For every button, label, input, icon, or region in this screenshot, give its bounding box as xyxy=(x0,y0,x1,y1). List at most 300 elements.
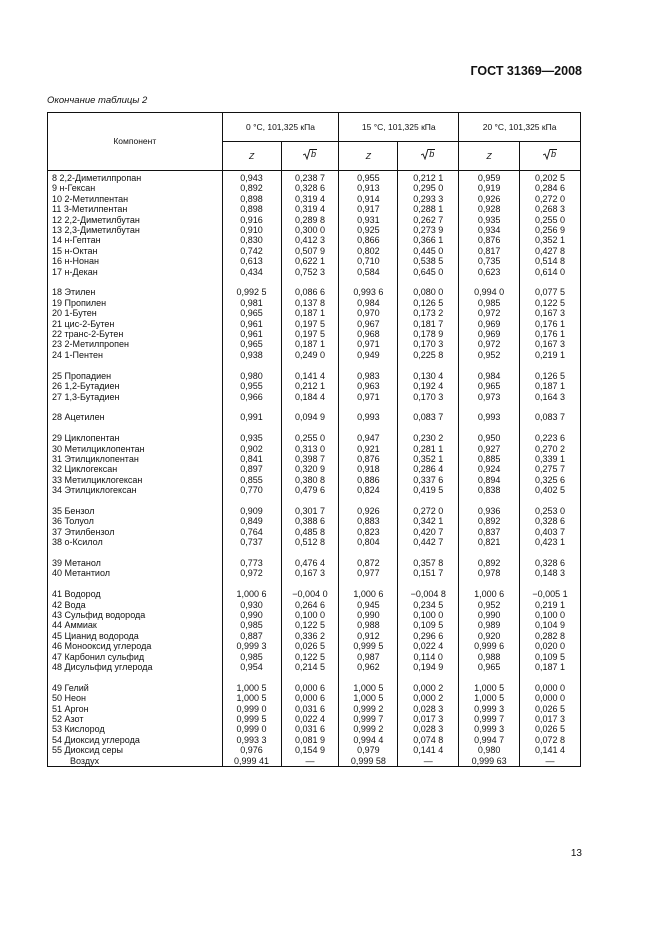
component-name: 37 Этилбензол xyxy=(48,527,223,537)
z-value: 0,979 xyxy=(339,745,398,755)
sqrt-b-value: 0,293 3 xyxy=(398,194,459,204)
z-value: 0,999 3 xyxy=(459,704,520,714)
z-value: 0,955 xyxy=(222,381,281,391)
z-value: 0,971 xyxy=(339,392,398,402)
z-value: 1,000 5 xyxy=(459,683,520,693)
sqrt-b-value: 0,187 1 xyxy=(520,381,581,391)
spacer-row xyxy=(48,360,581,370)
sqrt-b-value: 0,141 4 xyxy=(398,745,459,755)
sqrt-b-value: 0,028 3 xyxy=(398,724,459,734)
sqrt-b-column-header xyxy=(520,142,581,171)
component-name: 42 Вода xyxy=(48,600,223,610)
sqrt-b-value: 0,352 1 xyxy=(398,454,459,464)
component-name: 53 Кислород xyxy=(48,724,223,734)
z-value: 0,926 xyxy=(339,506,398,516)
sqrt-b-value: 0,445 0 xyxy=(398,246,459,256)
sqrt-b-value: 0,000 2 xyxy=(398,683,459,693)
sqrt-b-label: b xyxy=(429,149,435,160)
table-row xyxy=(48,745,581,755)
component-name: 23 2-Метилпропен xyxy=(48,339,223,349)
table-row xyxy=(48,454,581,464)
z-value: 1,000 5 xyxy=(459,693,520,703)
component-name: 22 транс-2-Бутен xyxy=(48,329,223,339)
sqrt-b-value: 0,352 1 xyxy=(520,235,581,245)
z-value: 0,897 xyxy=(222,464,281,474)
z-value: 0,918 xyxy=(339,464,398,474)
sqrt-b-value: 0,264 6 xyxy=(281,600,339,610)
compressibility-table xyxy=(47,112,581,767)
z-value: 0,802 xyxy=(339,246,398,256)
component-name: 25 Пропадиен xyxy=(48,371,223,381)
sqrt-b-value: 0,255 0 xyxy=(281,433,339,443)
z-value xyxy=(459,402,520,412)
sqrt-b-value: 0,151 7 xyxy=(398,568,459,578)
sqrt-b-value: 0,262 7 xyxy=(398,215,459,225)
sqrt-b-value: 0,284 6 xyxy=(520,183,581,193)
sqrt-b-value: 0,181 7 xyxy=(398,319,459,329)
sqrt-b-value xyxy=(520,360,581,370)
z-value: 0,931 xyxy=(339,215,398,225)
sqrt-b-value: 0,026 5 xyxy=(520,704,581,714)
z-value xyxy=(339,423,398,433)
sqrt-b-value: 0,022 4 xyxy=(281,714,339,724)
z-value: 0,972 xyxy=(459,339,520,349)
component-name: 28 Ацетилен xyxy=(48,412,223,422)
z-value: 0,872 xyxy=(339,558,398,568)
z-value xyxy=(222,496,281,506)
z-value: 0,977 xyxy=(339,568,398,578)
component-name: 47 Карбонил сульфид xyxy=(48,652,223,662)
sqrt-b-value: 0,622 1 xyxy=(281,256,339,266)
component-name: 32 Циклогексан xyxy=(48,464,223,474)
z-value: 0,943 xyxy=(222,171,281,184)
z-value: 0,613 xyxy=(222,256,281,266)
sqrt-b-value: 0,412 3 xyxy=(281,235,339,245)
z-column-header: Z xyxy=(459,142,520,171)
z-value: 0,837 xyxy=(459,527,520,537)
z-value: 0,968 xyxy=(339,329,398,339)
sqrt-b-value: 0,080 0 xyxy=(398,287,459,297)
table-row xyxy=(48,756,581,767)
sqrt-b-value: 0,137 8 xyxy=(281,298,339,308)
z-value: 0,971 xyxy=(339,339,398,349)
sqrt-b-value: 0,256 9 xyxy=(520,225,581,235)
sqrt-b-value xyxy=(398,402,459,412)
sqrt-b-value xyxy=(281,579,339,589)
component-name: 49 Гелий xyxy=(48,683,223,693)
sqrt-b-value: 0,268 3 xyxy=(520,204,581,214)
sqrt-b-value: 0,000 0 xyxy=(520,683,581,693)
table-caption: Окончание таблицы 2 xyxy=(47,95,148,106)
sqrt-b-value: 0,300 0 xyxy=(281,225,339,235)
z-value xyxy=(222,360,281,370)
sqrt-b-value: 0,100 0 xyxy=(281,610,339,620)
z-value: 0,912 xyxy=(339,631,398,641)
table-row xyxy=(48,308,581,318)
component-name: 43 Сульфид водорода xyxy=(48,610,223,620)
z-value: 0,737 xyxy=(222,537,281,547)
sqrt-b-value: 0,234 5 xyxy=(398,600,459,610)
z-value: 0,935 xyxy=(222,433,281,443)
sqrt-b-value: 0,398 7 xyxy=(281,454,339,464)
sqrt-b-value: 0,020 0 xyxy=(520,641,581,651)
table-row xyxy=(48,527,581,537)
sqrt-b-value: 0,219 1 xyxy=(520,350,581,360)
table-row xyxy=(48,662,581,672)
spacer-row xyxy=(48,548,581,558)
z-value: 0,855 xyxy=(222,475,281,485)
component-name: 9 н-Гексан xyxy=(48,183,223,193)
z-value: 0,821 xyxy=(459,537,520,547)
table-row xyxy=(48,267,581,277)
z-value: 1,000 6 xyxy=(459,589,520,599)
component-name xyxy=(48,277,223,287)
z-column-header: Z xyxy=(222,142,281,171)
z-value: 0,980 xyxy=(222,371,281,381)
sqrt-b-value: 0,273 9 xyxy=(398,225,459,235)
sqrt-b-value: 0,109 5 xyxy=(520,652,581,662)
z-value: 0,883 xyxy=(339,516,398,526)
z-value xyxy=(339,496,398,506)
component-name: 36 Толуол xyxy=(48,516,223,526)
z-value: 0,892 xyxy=(459,558,520,568)
table-row xyxy=(48,600,581,610)
table-row xyxy=(48,724,581,734)
z-value: 0,984 xyxy=(459,371,520,381)
sqrt-b-value xyxy=(520,579,581,589)
z-value: 0,985 xyxy=(459,298,520,308)
z-value: 0,961 xyxy=(222,329,281,339)
sqrt-b-value: −0,005 1 xyxy=(520,589,581,599)
component-name xyxy=(48,360,223,370)
component-name: 24 1-Пентен xyxy=(48,350,223,360)
table-row xyxy=(48,485,581,495)
table-row xyxy=(48,412,581,422)
component-name: 41 Водород xyxy=(48,589,223,599)
z-value: 0,773 xyxy=(222,558,281,568)
z-value: 0,910 xyxy=(222,225,281,235)
sqrt-b-value: 0,442 7 xyxy=(398,537,459,547)
z-value xyxy=(222,423,281,433)
sqrt-b-value: 0,320 9 xyxy=(281,464,339,474)
z-value: 0,841 xyxy=(222,454,281,464)
sqrt-b-value: 0,270 2 xyxy=(520,444,581,454)
z-value: 0,887 xyxy=(222,631,281,641)
z-value xyxy=(459,423,520,433)
sqrt-b-value: 0,184 4 xyxy=(281,392,339,402)
sqrt-b-value: 0,104 9 xyxy=(520,620,581,630)
table-row xyxy=(48,392,581,402)
table-row xyxy=(48,225,581,235)
sqrt-b-value: 0,202 5 xyxy=(520,171,581,184)
sqrt-b-value: 0,275 7 xyxy=(520,464,581,474)
sqrt-symbol xyxy=(303,149,317,160)
table-row xyxy=(48,287,581,297)
sqrt-b-value: 0,225 8 xyxy=(398,350,459,360)
component-name xyxy=(48,496,223,506)
sqrt-b-value: 0,000 2 xyxy=(398,693,459,703)
sqrt-b-value: 0,289 8 xyxy=(281,215,339,225)
sqrt-b-value: 0,022 4 xyxy=(398,641,459,651)
sqrt-b-value: 0,072 8 xyxy=(520,735,581,745)
table-row xyxy=(48,631,581,641)
sqrt-b-value: 0,167 3 xyxy=(520,339,581,349)
sqrt-b-value: 0,212 1 xyxy=(281,381,339,391)
z-value: 0,983 xyxy=(339,371,398,381)
sqrt-b-value: 0,109 5 xyxy=(398,620,459,630)
z-value: 0,959 xyxy=(459,171,520,184)
sqrt-b-value: 0,282 8 xyxy=(520,631,581,641)
z-value xyxy=(339,579,398,589)
sqrt-b-value: 0,167 3 xyxy=(520,308,581,318)
sqrt-b-value: 0,122 5 xyxy=(520,298,581,308)
z-value: 0,898 xyxy=(222,204,281,214)
sqrt-b-value xyxy=(281,548,339,558)
z-value xyxy=(222,402,281,412)
component-name: 39 Метанол xyxy=(48,558,223,568)
table-row xyxy=(48,444,581,454)
sqrt-b-value xyxy=(520,402,581,412)
z-value: 0,990 xyxy=(459,610,520,620)
z-value: 0,999 2 xyxy=(339,724,398,734)
z-value: 0,966 xyxy=(222,392,281,402)
sqrt-b-value: 0,141 4 xyxy=(520,745,581,755)
z-value: 0,914 xyxy=(339,194,398,204)
z-value: 0,898 xyxy=(222,194,281,204)
component-name xyxy=(48,402,223,412)
sqrt-b-value: 0,325 6 xyxy=(520,475,581,485)
sqrt-b-value xyxy=(398,548,459,558)
z-value: 0,894 xyxy=(459,475,520,485)
sqrt-b-value xyxy=(281,672,339,682)
component-name: 14 н-Гептан xyxy=(48,235,223,245)
z-value: 0,969 xyxy=(459,319,520,329)
component-name: 13 2,3-Диметилбутан xyxy=(48,225,223,235)
z-value: 0,999 5 xyxy=(339,641,398,651)
z-value: 0,817 xyxy=(459,246,520,256)
z-value: 0,919 xyxy=(459,183,520,193)
z-value: 0,913 xyxy=(339,183,398,193)
sqrt-b-value: 0,031 6 xyxy=(281,724,339,734)
z-value: 0,876 xyxy=(339,454,398,464)
sqrt-b-value: 0,479 6 xyxy=(281,485,339,495)
sqrt-b-value xyxy=(398,360,459,370)
z-value: 0,987 xyxy=(339,652,398,662)
z-value: 0,925 xyxy=(339,225,398,235)
z-value: 0,930 xyxy=(222,600,281,610)
table-row xyxy=(48,246,581,256)
z-value: 1,000 5 xyxy=(222,683,281,693)
sqrt-b-value: 0,752 3 xyxy=(281,267,339,277)
table-row xyxy=(48,568,581,578)
component-name: 44 Аммиак xyxy=(48,620,223,630)
z-value xyxy=(222,672,281,682)
z-value xyxy=(222,548,281,558)
component-name: 17 н-Декан xyxy=(48,267,223,277)
sqrt-b-value: 0,031 6 xyxy=(281,704,339,714)
sqrt-b-value: 0,187 1 xyxy=(520,662,581,672)
component-name: 46 Монооксид углерода xyxy=(48,641,223,651)
component-name: 35 Бензол xyxy=(48,506,223,516)
sqrt-b-value: 0,403 7 xyxy=(520,527,581,537)
z-value: 0,926 xyxy=(459,194,520,204)
sqrt-b-value: 0,538 5 xyxy=(398,256,459,266)
sqrt-b-value: 0,419 5 xyxy=(398,485,459,495)
table-row xyxy=(48,735,581,745)
z-value: 0,999 7 xyxy=(339,714,398,724)
sqrt-b-value: 0,141 4 xyxy=(281,371,339,381)
component-name: 18 Этилен xyxy=(48,287,223,297)
sqrt-b-value: 0,301 7 xyxy=(281,506,339,516)
sqrt-b-value: 0,083 7 xyxy=(398,412,459,422)
z-value: 0,866 xyxy=(339,235,398,245)
component-name: 19 Пропилен xyxy=(48,298,223,308)
sqrt-b-value: 0,126 5 xyxy=(398,298,459,308)
component-name: 33 Метилциклогексан xyxy=(48,475,223,485)
sqrt-b-value: 0,026 5 xyxy=(520,724,581,734)
sqrt-b-value: 0,000 6 xyxy=(281,693,339,703)
sqrt-b-value: 0,337 6 xyxy=(398,475,459,485)
table-row xyxy=(48,704,581,714)
sqrt-b-value: 0,187 1 xyxy=(281,308,339,318)
sqrt-b-value: 0,296 6 xyxy=(398,631,459,641)
sqrt-b-value: 0,319 4 xyxy=(281,204,339,214)
table-row xyxy=(48,641,581,651)
z-value: 0,909 xyxy=(222,506,281,516)
sqrt-b-value: 0,194 9 xyxy=(398,662,459,672)
component-name: 45 Цианид водорода xyxy=(48,631,223,641)
component-name: 29 Циклопентан xyxy=(48,433,223,443)
z-value: 0,584 xyxy=(339,267,398,277)
z-value: 0,981 xyxy=(222,298,281,308)
table-row xyxy=(48,381,581,391)
z-value: 0,962 xyxy=(339,662,398,672)
z-value: 1,000 6 xyxy=(339,589,398,599)
z-value: 0,988 xyxy=(339,620,398,630)
sqrt-b-value: 0,214 5 xyxy=(281,662,339,672)
z-value: 0,927 xyxy=(459,444,520,454)
sqrt-b-value: 0,122 5 xyxy=(281,652,339,662)
z-value: 0,976 xyxy=(222,745,281,755)
z-value: 0,999 3 xyxy=(459,724,520,734)
sqrt-b-value: 0,388 6 xyxy=(281,516,339,526)
table-row xyxy=(48,350,581,360)
sqrt-b-value: 0,328 6 xyxy=(520,558,581,568)
spacer-row xyxy=(48,277,581,287)
sqrt-b-value: 0,272 0 xyxy=(398,506,459,516)
sqrt-b-value: 0,645 0 xyxy=(398,267,459,277)
z-value xyxy=(459,672,520,682)
sqrt-b-value: 0,083 7 xyxy=(520,412,581,422)
component-name: Воздух xyxy=(48,756,223,767)
table-row xyxy=(48,714,581,724)
sqrt-b-value: 0,380 8 xyxy=(281,475,339,485)
z-value: 0,965 xyxy=(222,339,281,349)
sqrt-b-value xyxy=(281,360,339,370)
sqrt-b-value: 0,173 2 xyxy=(398,308,459,318)
sqrt-b-value: 0,476 4 xyxy=(281,558,339,568)
group-header-15c: 15 °С, 101,325 кПа xyxy=(339,113,459,142)
z-value: 0,742 xyxy=(222,246,281,256)
z-value: 0,999 58 xyxy=(339,756,398,767)
z-value: 0,972 xyxy=(459,308,520,318)
z-value xyxy=(459,277,520,287)
sqrt-b-column-header xyxy=(398,142,459,171)
sqrt-b-value xyxy=(398,277,459,287)
spacer-row xyxy=(48,423,581,433)
z-value: 0,949 xyxy=(339,350,398,360)
z-value: 0,999 7 xyxy=(459,714,520,724)
sqrt-b-value: 0,286 4 xyxy=(398,464,459,474)
z-value: 0,952 xyxy=(459,600,520,610)
sqrt-b-value xyxy=(520,672,581,682)
sqrt-b-value: 0,514 8 xyxy=(520,256,581,266)
sqrt-b-value: 0,094 9 xyxy=(281,412,339,422)
z-value: 1,000 6 xyxy=(222,589,281,599)
z-value: 1,000 5 xyxy=(222,693,281,703)
z-value: 0,892 xyxy=(222,183,281,193)
document-code: ГОСТ 31369—2008 xyxy=(470,64,582,78)
z-value: 0,952 xyxy=(459,350,520,360)
sqrt-b-value: 0,197 5 xyxy=(281,329,339,339)
sqrt-b-value: 0,219 1 xyxy=(520,600,581,610)
component-name: 40 Метантиол xyxy=(48,568,223,578)
sqrt-b-value: 0,114 0 xyxy=(398,652,459,662)
sqrt-b-value xyxy=(520,423,581,433)
z-value: 0,885 xyxy=(459,454,520,464)
sqrt-b-value xyxy=(281,277,339,287)
z-value: 0,965 xyxy=(459,381,520,391)
sqrt-b-value: 0,313 0 xyxy=(281,444,339,454)
z-value: 0,916 xyxy=(222,215,281,225)
z-value xyxy=(339,360,398,370)
sqrt-b-value xyxy=(520,548,581,558)
table-row xyxy=(48,537,581,547)
sqrt-b-value xyxy=(281,496,339,506)
table-row xyxy=(48,652,581,662)
z-value: 0,965 xyxy=(222,308,281,318)
table-row xyxy=(48,256,581,266)
sqrt-b-value: 0,238 7 xyxy=(281,171,339,184)
table-row xyxy=(48,610,581,620)
sqrt-b-value: 0,164 3 xyxy=(520,392,581,402)
z-value: 1,000 5 xyxy=(339,683,398,693)
sqrt-b-value: 0,176 1 xyxy=(520,319,581,329)
sqrt-b-value: 0,319 4 xyxy=(281,194,339,204)
z-value: 0,990 xyxy=(339,610,398,620)
table-row xyxy=(48,204,581,214)
sqrt-b-value: 0,086 6 xyxy=(281,287,339,297)
table-row xyxy=(48,171,581,184)
sqrt-b-value: 0,017 3 xyxy=(398,714,459,724)
z-value: 0,994 7 xyxy=(459,735,520,745)
component-name: 54 Диоксид углерода xyxy=(48,735,223,745)
sqrt-b-value xyxy=(398,579,459,589)
sqrt-b-value: 0,130 4 xyxy=(398,371,459,381)
z-value: 0,993 xyxy=(339,412,398,422)
sqrt-b-value xyxy=(520,277,581,287)
sqrt-b-value: 0,017 3 xyxy=(520,714,581,724)
z-value: 0,993 xyxy=(459,412,520,422)
sqrt-b-value: 0,074 8 xyxy=(398,735,459,745)
sqrt-b-value: 0,295 0 xyxy=(398,183,459,193)
z-value: 0,838 xyxy=(459,485,520,495)
sqrt-b-value xyxy=(520,496,581,506)
sqrt-b-value: 0,154 9 xyxy=(281,745,339,755)
component-name: 26 1,2-Бутадиен xyxy=(48,381,223,391)
table-row xyxy=(48,371,581,381)
z-value xyxy=(459,360,520,370)
